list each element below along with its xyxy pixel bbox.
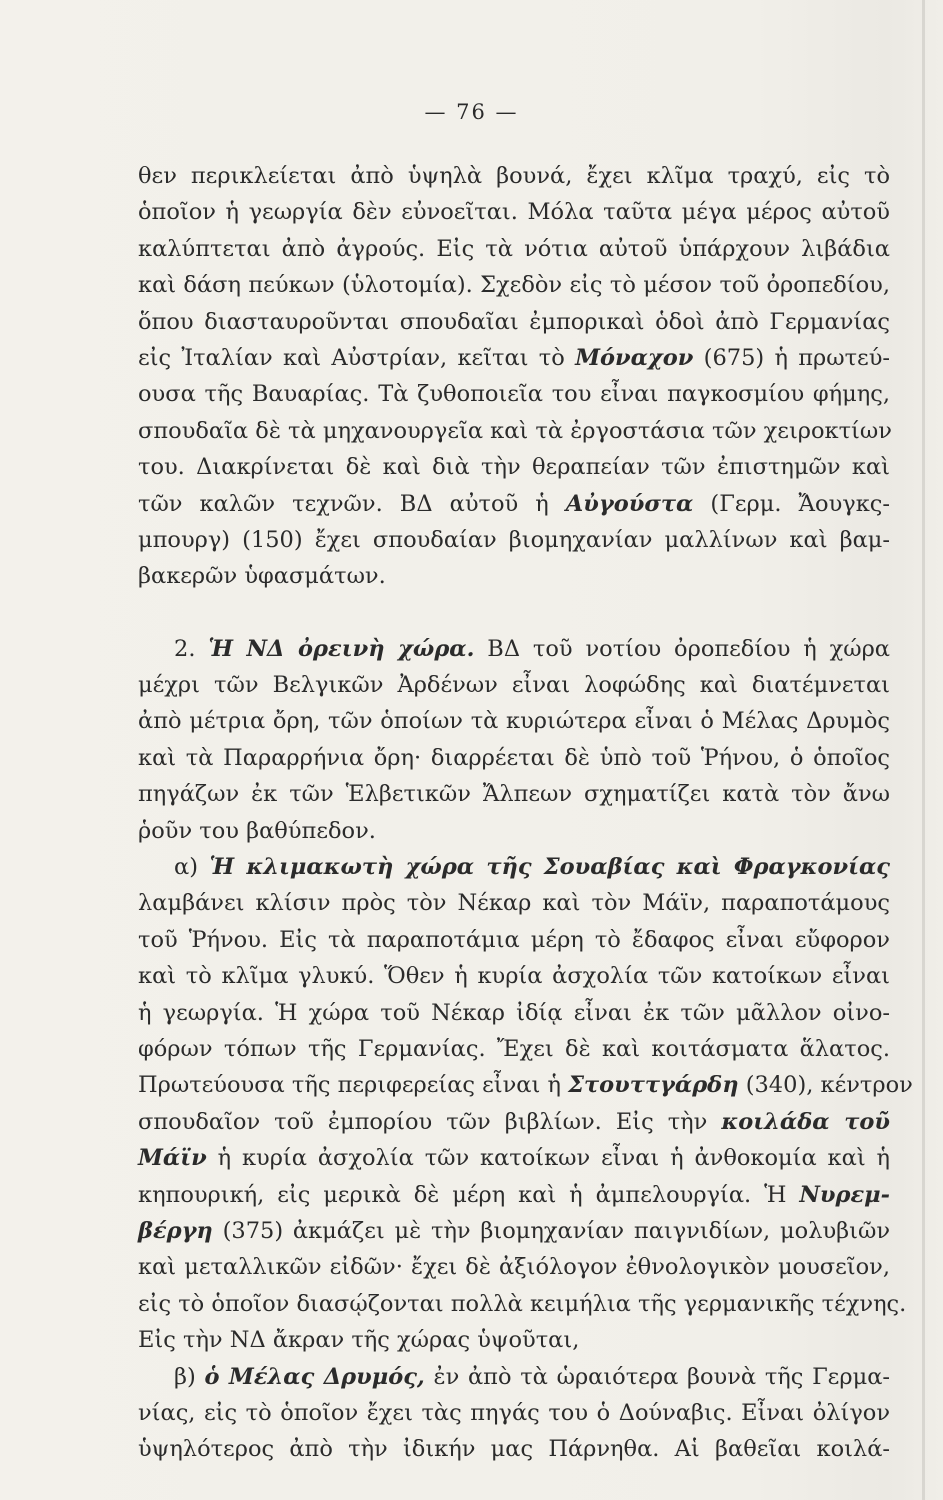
place-name-main: Μάϊν — [138, 1145, 207, 1172]
text-line: ὑψηλότερος ἀπὸ τὴν ἰδικήν μας Πάρνηθα. Αἱ βαθεῖαι κοιλά- — [138, 1436, 890, 1463]
text-line: κηπουρική, εἰς μερικὰ δὲ μέρη καὶ ἡ ἀμπελουργία. Ἡ Νυρεμ- — [138, 1181, 890, 1208]
subsection-line: β) ὁ Μέλας Δρυμός, ἐν ἀπὸ τὰ ὡραιότερα βουνὰ τῆς Γερμα- — [174, 1363, 890, 1390]
text-line: φόρων τόπων τῆς Γερμανίας. Ἔχει δὲ καὶ κοιτάσματα ἅλατος. — [138, 1035, 890, 1062]
place-name-nuremberg-cont: βέργη — [138, 1217, 213, 1244]
page-number: — 76 — — [424, 100, 519, 124]
text-line: καὶ δάση πεύκων (ὑλοτομία). Σχεδὸν εἰς τὸ μέσον τοῦ ὀροπεδίου, — [138, 272, 890, 299]
text-line: εἰς Ἰταλίαν καὶ Αὐστρίαν, κεῖται τὸ Μόναχον (675) ἡ πρωτεύ- — [138, 344, 890, 371]
place-name-munich: Μόναχον — [575, 344, 694, 371]
place-name-black-forest: ὁ Μέλας Δρυμός, — [204, 1363, 425, 1390]
text-line: βακερῶν ὑφασμάτων. — [138, 563, 386, 590]
text-line: καὶ μεταλλικῶν εἰδῶν· ἔχει δὲ ἀξιόλογον ἐθνολογικὸν μουσεῖον, — [138, 1254, 890, 1281]
text-line: λαμβάνει κλίσιν πρὸς τὸν Νέκαρ καὶ τὸν Μάϊν, παραποτάμους — [138, 890, 890, 917]
place-name-nuremberg: Νυρεμ- — [799, 1181, 890, 1208]
text-line: νίας, εἰς τὸ ὁποῖον ἔχει τὰς πηγάς του ὁ Δούναβις. Εἶναι ὀλίγον — [138, 1399, 890, 1426]
text-line: τῶν καλῶν τεχνῶν. ΒΔ αὐτοῦ ἡ Αὐγούστα (Γερμ. Ἄουγκς- — [138, 490, 890, 517]
subsection-line: α) Ἡ κλιμακωτὴ χώρα τῆς Σουαβίας καὶ Φραγκονίας — [174, 854, 891, 881]
text-line: ἡ γεωργία. Ἡ χώρα τοῦ Νέκαρ ἰδίᾳ εἶναι ἐκ τῶν μᾶλλον οἰνο- — [138, 999, 890, 1026]
text-line: σπουδαῖον τοῦ ἐμπορίου τῶν βιβλίων. Εἰς τὴν κοιλάδα τοῦ — [138, 1108, 890, 1135]
place-name-main-valley: κοιλάδα τοῦ — [721, 1108, 890, 1135]
text-line: βέργη (375) ἀκμάζει μὲ τὴν βιομηχανίαν παιγνιδίων, μολυβιῶν — [138, 1217, 890, 1244]
text-line: ἀπὸ μέτρια ὄρη, τῶν ὁποίων τὰ κυριώτερα εἶναι ὁ Μέλας Δρυμὸς — [138, 708, 890, 735]
section-title: Ἡ ΝΔ ὀρεινὴ χώρα. — [208, 635, 475, 662]
text-line: σπουδαῖα δὲ τὰ μηχανουργεῖα καὶ τὰ ἐργοστάσια τῶν χειροκτίων — [138, 417, 892, 444]
text-line: θεν περικλείεται ἀπὸ ὑψηλὰ βουνά, ἔχει κλῖμα τραχύ, εἰς τὸ — [138, 163, 890, 189]
subsection-title: Ἡ κλιμακωτὴ χώρα τῆς Σουαβίας καὶ Φραγκονίας — [209, 854, 891, 881]
text-line: Πρωτεύουσα τῆς περιφερείας εἶναι ἡ Στουττγάρδη (340), κέντρον — [138, 1072, 913, 1099]
text-line: πηγάζων ἐκ τῶν Ἑλβετικῶν Ἄλπεων σχηματίζει κατὰ τὸν ἄνω — [138, 781, 890, 808]
text-line: μέχρι τῶν Βελγικῶν Ἀρδένων εἶναι λοφώδης καὶ διατέμνεται — [138, 672, 890, 699]
text-line: ῥοῦν του βαθύπεδον. — [138, 817, 376, 844]
text-line: μπουργ) (150) ἔχει σπουδαίαν βιομηχανίαν μαλλίνων καὶ βαμ- — [138, 526, 890, 553]
text-line: εἰς τὸ ὁποῖον διασῴζονται πολλὰ κειμήλια τῆς γερμανικῆς τέχνης. — [138, 1290, 907, 1317]
text-line: τοῦ Ῥήνου. Εἰς τὰ παραποτάμια μέρη τὸ ἔδαφος εἶναι εὔφορον — [138, 926, 890, 953]
text-line: Εἰς τὴν ΝΔ ἄκραν τῆς χώρας ὑψοῦται, — [138, 1327, 580, 1354]
text-line: καλύπτεται ἀπὸ ἀγρούς. Εἰς τὰ νότια αὐτοῦ ὑπάρχουν λιβάδια — [138, 235, 890, 262]
text-line: καὶ τὰ Παραρρήνια ὄρη· διαρρέεται δὲ ὑπὸ τοῦ Ῥήνου, ὁ ὁποῖος — [138, 744, 890, 771]
page-gutter-shadow — [922, 0, 925, 1500]
body-text — [138, 158, 913, 1468]
section-heading-line: 2. Ἡ ΝΔ ὀρεινὴ χώρα. ΒΔ τοῦ νοτίου ὀροπεδίου ἡ χώρα — [174, 635, 890, 662]
text-line: του. Διακρίνεται δὲ καὶ διὰ τὴν θεραπείαν τῶν ἐπιστημῶν καὶ — [138, 454, 890, 481]
text-line: ουσα τῆς Βαυαρίας. Τὰ ζυθοποιεῖα του εἶναι παγκοσμίου φήμης, — [138, 381, 890, 408]
text-line: καὶ τὸ κλῖμα γλυκύ. Ὅθεν ἡ κυρία ἀσχολία τῶν κατοίκων εἶναι — [138, 963, 890, 990]
place-name-stuttgart: Στουττγάρδη — [568, 1072, 739, 1099]
text-line: Μάϊν ἡ κυρία ἀσχολία τῶν κατοίκων εἶναι ἡ ἀνθοκομία καὶ ἡ — [138, 1145, 890, 1172]
place-name-augsburg: Αὐγούστα — [565, 490, 694, 517]
text-line: ὅπου διασταυροῦνται σπουδαῖαι ἐμπορικαὶ ὁδοὶ ἀπὸ Γερμανίας — [138, 308, 890, 335]
text-line: ὁποῖον ἡ γεωργία δὲν εὐνοεῖται. Μόλα ταῦτα μέγα μέρος αὐτοῦ — [138, 199, 890, 226]
